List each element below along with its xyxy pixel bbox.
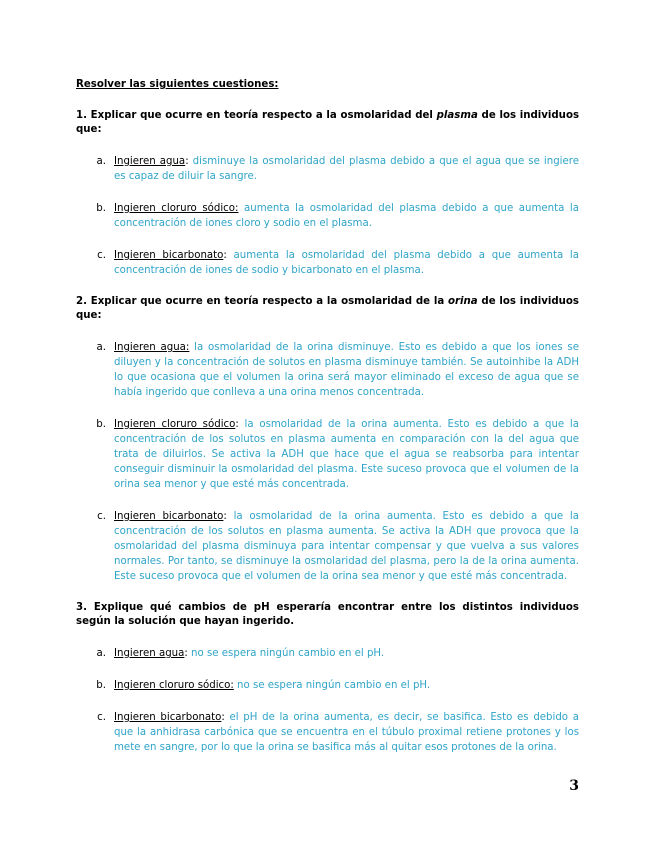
answer-body: [114, 154, 579, 184]
answer-3c: [76, 710, 579, 755]
answer-3a: [76, 646, 579, 661]
answer-text: el pH de la orina aumenta, es decir, se basifica. Esto es debido a que la anhidrasa carbónica que se encuentra en el túbulo proximal retiene protones y los mete en sangre, por lo que la orina se basifica más al quitar esos protones de la orina.: [114, 712, 579, 753]
answers-1: [76, 154, 579, 278]
answer-label: Ingieren bicarbonato: [114, 250, 224, 261]
answer-2a: [76, 340, 579, 400]
question-3: [76, 601, 579, 629]
answer-label: Ingieren cloruro sódico:: [114, 203, 239, 214]
answer-colon: :: [185, 156, 189, 167]
answer-marker: a.: [96, 156, 106, 167]
answer-body: [114, 646, 579, 661]
answers-2: [76, 340, 579, 584]
answer-label: Ingieren agua:: [114, 342, 190, 353]
answer-text: no se espera ningún cambio en el pH.: [233, 680, 431, 691]
question-2-text-end: de los individuos que:: [76, 296, 579, 321]
answer-text: aumenta la osmolaridad del plasma debido a que aumenta la concentración de iones cloro y sodio en el plasma.: [114, 203, 579, 229]
question-1-text-end: de los individuos que:: [76, 110, 580, 135]
answer-1a: [76, 154, 579, 184]
answer-body: [114, 678, 579, 693]
question-1-text: 1. Explicar que ocurre en teoría respecto a la osmolaridad del: [76, 110, 437, 121]
answer-label: Ingieren cloruro sódico: [114, 419, 236, 430]
question-2-emphasis: orina: [447, 296, 478, 307]
answer-body: [114, 340, 579, 400]
answer-text: la osmolaridad de la orina aumenta. Esto es debido a que la concentración de los solutos en plasma aumenta en comparación con la del agua que trata de diluirlos. Se activa la ADH que hace que el agua se reabsorba para intentar conseguir disminuir la osmolaridad del plasma. Este suceso provoca que el volumen de la orina sea menor y que esté más concentrada.: [114, 419, 579, 490]
answer-marker: b.: [96, 203, 106, 214]
answer-marker: b.: [96, 419, 106, 430]
document-heading: Resolver las siguientes cuestiones:: [76, 79, 279, 90]
answer-1c: [76, 248, 579, 278]
answer-body: [114, 509, 579, 584]
answer-marker: b.: [96, 680, 106, 691]
answer-label: Ingieren cloruro sódico:: [114, 680, 234, 691]
answer-body: [114, 710, 579, 755]
answer-body: [114, 417, 579, 492]
answer-marker: a.: [96, 648, 106, 659]
answer-label: Ingieren bicarbonato: [114, 712, 222, 723]
answer-marker: c.: [97, 250, 106, 261]
answer-2b: [76, 417, 579, 492]
answer-colon: :: [223, 250, 227, 261]
answer-label: Ingieren bicarbonato: [114, 511, 224, 522]
answer-text: disminuye la osmolaridad del plasma debido a que el agua que se ingiere es capaz de diluir la sangre.: [114, 156, 579, 182]
answer-label: Ingieren agua: [114, 648, 185, 659]
answer-1b: [76, 201, 579, 231]
answer-marker: c.: [97, 712, 106, 723]
answer-colon: :: [223, 511, 227, 522]
answer-marker: a.: [96, 342, 106, 353]
answer-colon: :: [221, 712, 225, 723]
answer-body: [114, 201, 579, 231]
answer-text: aumenta la osmolaridad del plasma debido a que aumenta la concentración de iones de sodio y bicarbonato en el plasma.: [114, 250, 579, 276]
answer-body: [114, 248, 579, 278]
answer-marker: c.: [97, 511, 106, 522]
question-1-emphasis: plasma: [436, 110, 478, 121]
answer-colon: :: [235, 419, 239, 430]
answer-text: la osmolaridad de la orina disminuye. Esto es debido a que los iones se diluyen y la concentración de solutos en plasma disminuye también. Se autoinhibe la ADH lo que ocasiona que el volumen la orina será mayor eliminado el exceso de agua que se había ingerido que conlleva a una orina menos concentrada.: [114, 342, 580, 398]
answer-3b: [76, 678, 579, 693]
page-number: 3: [569, 778, 579, 794]
answer-text: no se espera ningún cambio en el pH.: [187, 648, 385, 659]
answers-3: [76, 646, 579, 755]
answer-2c: [76, 509, 579, 584]
question-1: [76, 109, 579, 137]
answer-colon: :: [184, 648, 188, 659]
answer-label: Ingieren agua: [114, 156, 186, 167]
question-2-text: 2. Explicar que ocurre en teoría respecto a la osmolaridad de la: [76, 296, 448, 307]
answer-text: la osmolaridad de la orina aumenta. Esto es debido a que la concentración de los solutos en plasma aumenta. Se activa la ADH que provoca que la osmolaridad del plasma disminuya para intentar compensar y que vuelva a sus valores normales. Por tanto, se disminuye la osmolaridad del plasma, pero la de la orina aumenta. Este suceso provoca que el volumen de la orina sea menor y que esté más concentrada.: [114, 511, 579, 582]
question-3-text: 3. Explique qué cambios de pH esperaría encontrar entre los distintos individuos según la solución que hayan ingerido.: [76, 602, 579, 627]
question-2: [76, 295, 579, 323]
